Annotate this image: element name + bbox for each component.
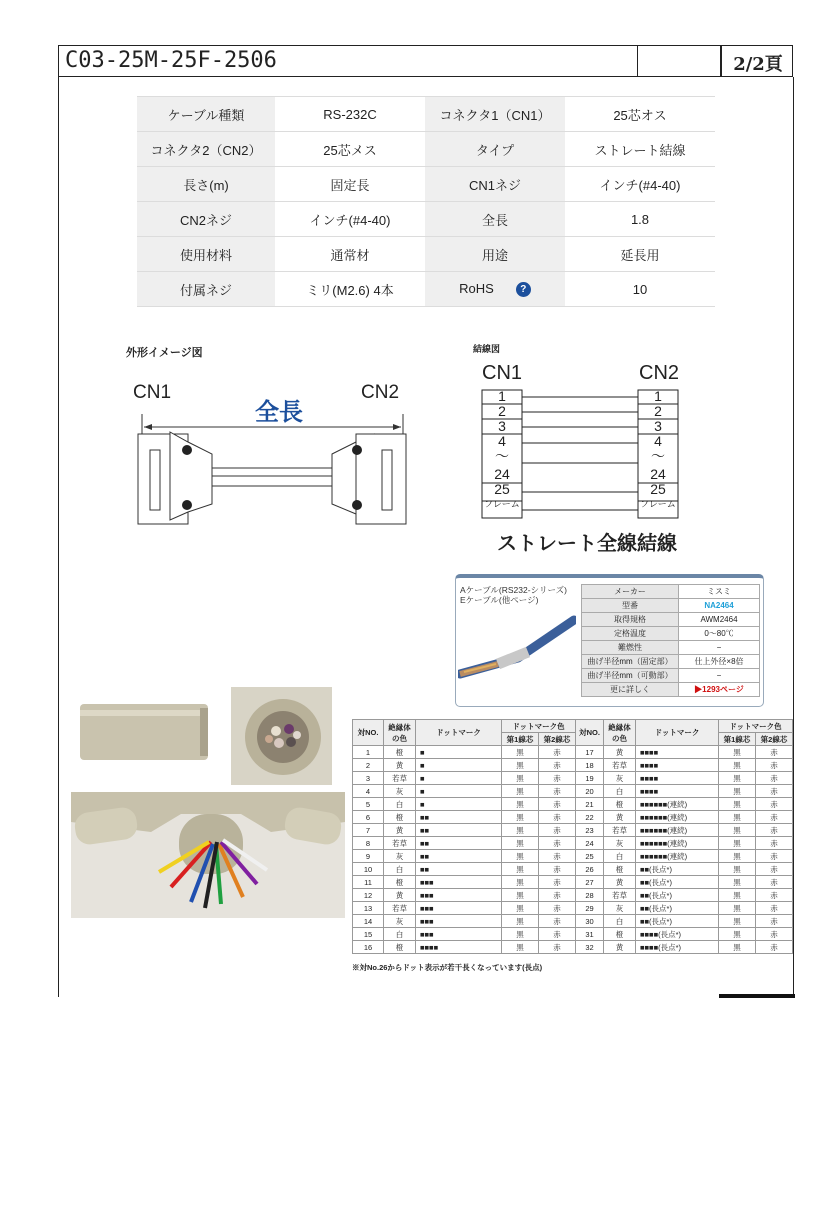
wire-table-cell: 黒 bbox=[719, 837, 756, 850]
wire-table-cell: 黒 bbox=[502, 811, 539, 824]
pin-label: 24 bbox=[650, 466, 666, 482]
cable-side-photo bbox=[80, 698, 216, 770]
wire-table-cell: ■■ bbox=[416, 837, 502, 850]
cable-series-line: Eケーブル(他ページ) bbox=[460, 595, 539, 605]
wire-table-row bbox=[353, 759, 793, 772]
cable-spec-row bbox=[582, 683, 760, 697]
wire-table-cell: 赤 bbox=[539, 863, 576, 876]
wire-table-cell: 黄 bbox=[604, 941, 636, 954]
cable-spec-key: 型番 bbox=[582, 599, 679, 613]
wire-table-cell: ■■ bbox=[416, 850, 502, 863]
spec-value: RS-232C bbox=[275, 97, 425, 132]
wire-table-row bbox=[353, 772, 793, 785]
cable-spec-row bbox=[582, 627, 760, 641]
wire-table-cell: 赤 bbox=[539, 837, 576, 850]
wire-table-cell: 26 bbox=[576, 863, 604, 876]
wire-table-cell: 31 bbox=[576, 928, 604, 941]
wire-table-cell: ■■■■ bbox=[636, 772, 719, 785]
wire-table-cell: 黄 bbox=[604, 811, 636, 824]
wire-table-cell: ■ bbox=[416, 746, 502, 759]
wire-table-cell: 赤 bbox=[539, 785, 576, 798]
wire-table-cell: 白 bbox=[384, 928, 416, 941]
wire-table-cell: 赤 bbox=[756, 772, 793, 785]
spec-row bbox=[137, 272, 715, 307]
wire-table-cell: 若草 bbox=[384, 772, 416, 785]
spec-value: インチ(#4-40) bbox=[275, 202, 425, 237]
wire-table-cell: 赤 bbox=[539, 915, 576, 928]
cable-cross-section-photo bbox=[231, 687, 332, 785]
spec-key: 用途 bbox=[425, 237, 565, 272]
wire-table-cell: 黒 bbox=[719, 902, 756, 915]
spec-value: 固定長 bbox=[275, 167, 425, 202]
wire-table-cell: 25 bbox=[576, 850, 604, 863]
wire-table-cell: 赤 bbox=[539, 876, 576, 889]
wire-table-cell: 赤 bbox=[539, 746, 576, 759]
wire-table-cell: 黒 bbox=[502, 941, 539, 954]
wire-table-cell: 若草 bbox=[384, 837, 416, 850]
wire-table-cell: 9 bbox=[353, 850, 384, 863]
wire-table-cell: 29 bbox=[576, 902, 604, 915]
wire-table-cell: ■■■■ bbox=[636, 746, 719, 759]
wire-table-cell: 32 bbox=[576, 941, 604, 954]
wire-table-cell: 8 bbox=[353, 837, 384, 850]
cable-spec-value: 0〜80℃ bbox=[679, 627, 760, 641]
cable-spec-value: ミスミ bbox=[679, 585, 760, 599]
wire-table-row bbox=[353, 798, 793, 811]
header-pair: 対NO. bbox=[353, 720, 384, 746]
wire-table-cell: 黄 bbox=[384, 889, 416, 902]
wire-table-cell: ■■(長点*) bbox=[636, 889, 719, 902]
wire-table-cell: 黒 bbox=[719, 824, 756, 837]
question-icon[interactable]: ? bbox=[516, 282, 531, 297]
wire-table-cell: 黒 bbox=[719, 876, 756, 889]
wire-table-cell: 黒 bbox=[502, 759, 539, 772]
outline-length-label: 全長 bbox=[255, 399, 303, 426]
cable-spec-value: − bbox=[679, 669, 760, 683]
cable-spec-key: 難燃性 bbox=[582, 641, 679, 655]
wire-table-cell: 黒 bbox=[719, 772, 756, 785]
page-border-bottom-mark bbox=[719, 994, 795, 998]
wire-table-cell: 黒 bbox=[502, 746, 539, 759]
wire-table-cell: 27 bbox=[576, 876, 604, 889]
wire-table-cell: ■■■ bbox=[416, 876, 502, 889]
wire-table-cell: 灰 bbox=[384, 850, 416, 863]
pin-label: 24 bbox=[494, 466, 510, 482]
wire-table-cell: ■■■■(長点*) bbox=[636, 941, 719, 954]
wire-table-cell: 赤 bbox=[756, 785, 793, 798]
pin-label: 25 bbox=[494, 481, 510, 497]
wire-table-cell: 白 bbox=[604, 850, 636, 863]
page-number: 2/2頁 bbox=[733, 54, 783, 75]
wire-table-cell: 23 bbox=[576, 824, 604, 837]
pin-label: 〜 bbox=[495, 448, 509, 464]
wire-table-cell: 黒 bbox=[502, 785, 539, 798]
spec-key: ケーブル種類 bbox=[137, 97, 275, 132]
pin-label: 2 bbox=[498, 403, 506, 419]
wire-table-cell: 黒 bbox=[719, 811, 756, 824]
spec-value: 25芯メス bbox=[275, 132, 425, 167]
spec-key: 使用材料 bbox=[137, 237, 275, 272]
pin-label: 4 bbox=[498, 433, 506, 449]
wire-table-cell: 若草 bbox=[604, 889, 636, 902]
wire-table-cell: ■■(長点*) bbox=[636, 876, 719, 889]
header-color: 絶縁体の色 bbox=[384, 720, 416, 746]
header-core2: 第2線芯 bbox=[539, 733, 576, 746]
wire-table-row bbox=[353, 928, 793, 941]
spec-key: 長さ(m) bbox=[137, 167, 275, 202]
wire-table-cell: 赤 bbox=[539, 850, 576, 863]
spec-value: 延長用 bbox=[565, 237, 715, 272]
wire-table-cell: 灰 bbox=[604, 902, 636, 915]
wire-table-row bbox=[353, 746, 793, 759]
header-dot: ドットマーク bbox=[416, 720, 502, 746]
spec-key: タイプ bbox=[425, 132, 565, 167]
wire-table-cell: 10 bbox=[353, 863, 384, 876]
pin-label: 25 bbox=[650, 481, 666, 497]
spec-value: ストレート結線 bbox=[565, 132, 715, 167]
spec-table bbox=[137, 96, 715, 307]
wire-table-cell: 黒 bbox=[502, 928, 539, 941]
wire-table-cell: 黒 bbox=[502, 915, 539, 928]
wire-table-cell: 白 bbox=[384, 798, 416, 811]
wire-table-cell: 黒 bbox=[719, 928, 756, 941]
wire-table-cell: ■ bbox=[416, 759, 502, 772]
wire-table-cell: ■■ bbox=[416, 863, 502, 876]
spec-row bbox=[137, 132, 715, 167]
header-core1: 第1線芯 bbox=[719, 733, 756, 746]
wire-table-cell: 赤 bbox=[539, 928, 576, 941]
wire-table-cell: 白 bbox=[604, 785, 636, 798]
wire-table-cell: 赤 bbox=[539, 824, 576, 837]
outline-cn2-label: CN2 bbox=[361, 382, 400, 403]
wire-table-note: ※対No.26からドット表示が若干長くなっています(長点) bbox=[352, 963, 543, 972]
wire-table-cell: 16 bbox=[353, 941, 384, 954]
wire-table-row bbox=[353, 941, 793, 954]
spec-key: 全長 bbox=[425, 202, 565, 237]
spec-row bbox=[137, 97, 715, 132]
spec-key: 付属ネジ bbox=[137, 272, 275, 307]
wire-table-cell: 24 bbox=[576, 837, 604, 850]
wire-table-cell: 12 bbox=[353, 889, 384, 902]
wire-table-cell: 黒 bbox=[719, 798, 756, 811]
cable-spec-value: 仕上外径×8倍 bbox=[679, 655, 760, 669]
header-dotcolor: ドットマーク色 bbox=[719, 720, 793, 733]
cable-spec-key: 曲げ半径mm（固定部） bbox=[582, 655, 679, 669]
spec-row bbox=[137, 237, 715, 272]
wire-table-cell: 19 bbox=[576, 772, 604, 785]
wire-table-cell: 黒 bbox=[719, 746, 756, 759]
wire-table-cell: 灰 bbox=[384, 915, 416, 928]
cable-spec-key: 定格温度 bbox=[582, 627, 679, 641]
header-core2: 第2線芯 bbox=[756, 733, 793, 746]
wire-table-cell: 1 bbox=[353, 746, 384, 759]
wire-table-cell: 赤 bbox=[539, 902, 576, 915]
cable-spec-key: 更に詳しく bbox=[582, 683, 679, 697]
wiring-heading: 結線図 bbox=[473, 344, 501, 354]
wire-table-cell: 黒 bbox=[502, 798, 539, 811]
wire-table-cell: 13 bbox=[353, 902, 384, 915]
spec-value: 1.8 bbox=[565, 202, 715, 237]
wire-table-cell: 黒 bbox=[719, 941, 756, 954]
wiring-caption: ストレート全線結線 bbox=[497, 533, 677, 555]
wire-table-cell: 黄 bbox=[384, 759, 416, 772]
spec-key: CN2ネジ bbox=[137, 202, 275, 237]
wire-table-cell: 赤 bbox=[756, 811, 793, 824]
wire-table-cell: 28 bbox=[576, 889, 604, 902]
cable-spec-row bbox=[582, 613, 760, 627]
wire-table-cell: 黒 bbox=[719, 759, 756, 772]
outline-drawing bbox=[120, 372, 420, 532]
spec-key: CN1ネジ bbox=[425, 167, 565, 202]
spec-value: ミリ(M2.6) 4本 bbox=[275, 272, 425, 307]
cable-spec-value: − bbox=[679, 641, 760, 655]
wire-table-cell: 若草 bbox=[604, 759, 636, 772]
wire-table-cell: ■■■■■■(連続) bbox=[636, 837, 719, 850]
wire-table-cell: ■■■ bbox=[416, 928, 502, 941]
wire-table-cell: 黒 bbox=[719, 915, 756, 928]
cable-photo-image bbox=[458, 612, 576, 682]
spec-key: コネクタ2（CN2） bbox=[137, 132, 275, 167]
outline-heading: 外形イメージ図 bbox=[126, 347, 203, 359]
wire-color-table bbox=[352, 719, 793, 954]
wire-table-header bbox=[353, 720, 793, 733]
wire-table-cell: 橙 bbox=[384, 941, 416, 954]
wire-table-cell: 橙 bbox=[384, 811, 416, 824]
wire-table-cell: 黄 bbox=[604, 876, 636, 889]
wire-table-cell: 灰 bbox=[384, 785, 416, 798]
wire-table-cell: 赤 bbox=[539, 772, 576, 785]
cable-series-label bbox=[460, 585, 567, 605]
wire-table-cell: 赤 bbox=[756, 863, 793, 876]
wire-table-cell: 赤 bbox=[756, 941, 793, 954]
spec-row bbox=[137, 202, 715, 237]
wire-table-cell: 黄 bbox=[384, 824, 416, 837]
wire-table-cell: ■■(長点*) bbox=[636, 863, 719, 876]
wire-table-cell: ■■■■■■(連続) bbox=[636, 850, 719, 863]
wire-table-cell: 赤 bbox=[756, 876, 793, 889]
wire-table-cell: 黒 bbox=[719, 785, 756, 798]
wire-table-cell: 21 bbox=[576, 798, 604, 811]
wire-table-cell: 20 bbox=[576, 785, 604, 798]
cable-spec-table bbox=[581, 584, 760, 697]
wire-table-cell: 30 bbox=[576, 915, 604, 928]
wire-table-cell: 4 bbox=[353, 785, 384, 798]
pin-label: フレーム bbox=[484, 499, 520, 509]
wire-table-cell: ■■ bbox=[416, 811, 502, 824]
wire-table-cell: ■■■■ bbox=[636, 759, 719, 772]
pin-label: 3 bbox=[654, 418, 662, 434]
wire-table-cell: 黒 bbox=[502, 837, 539, 850]
header-core1: 第1線芯 bbox=[502, 733, 539, 746]
wire-table-row bbox=[353, 863, 793, 876]
wire-table-cell: 黒 bbox=[502, 902, 539, 915]
header-pair: 対NO. bbox=[576, 720, 604, 746]
wire-table-cell: 黒 bbox=[502, 876, 539, 889]
wire-table-cell: 橙 bbox=[604, 798, 636, 811]
cable-spec-row bbox=[582, 585, 760, 599]
wire-table-cell: 黄 bbox=[604, 746, 636, 759]
cable-series-line: Aケーブル(RS232-シリーズ) bbox=[460, 585, 567, 595]
cable-spec-value: NA2464 bbox=[679, 599, 760, 613]
more-details-link[interactable]: ▶1293ページ bbox=[679, 683, 760, 697]
wire-table-cell: ■■(長点*) bbox=[636, 902, 719, 915]
wire-table-cell: 赤 bbox=[539, 798, 576, 811]
header-divider bbox=[720, 46, 722, 76]
spec-value: 10 bbox=[565, 272, 715, 307]
wire-table-cell: 5 bbox=[353, 798, 384, 811]
wire-table-cell: 赤 bbox=[756, 824, 793, 837]
spec-value: 通常材 bbox=[275, 237, 425, 272]
header-divider bbox=[637, 46, 638, 76]
wire-table-row bbox=[353, 811, 793, 824]
wire-table-cell: 赤 bbox=[756, 746, 793, 759]
wire-table-cell: 11 bbox=[353, 876, 384, 889]
wire-table-cell: 赤 bbox=[756, 915, 793, 928]
wiring-pins-cn2 bbox=[638, 389, 678, 512]
wire-table-cell: ■■■ bbox=[416, 915, 502, 928]
spec-key bbox=[425, 272, 565, 307]
cable-spec-key: 曲げ半径mm（可動部） bbox=[582, 669, 679, 683]
pin-label: 1 bbox=[654, 388, 662, 404]
wire-table-cell: 赤 bbox=[756, 759, 793, 772]
wire-table-row bbox=[353, 915, 793, 928]
pin-label: 2 bbox=[654, 403, 662, 419]
wire-table-row bbox=[353, 837, 793, 850]
wire-table-cell: 黒 bbox=[719, 863, 756, 876]
wire-table-cell: 14 bbox=[353, 915, 384, 928]
pin-label: 1 bbox=[498, 388, 506, 404]
document-title: C03-25M-25F-2506 bbox=[65, 48, 277, 73]
header-color: 絶縁体の色 bbox=[604, 720, 636, 746]
wiring-cn1-label: CN1 bbox=[482, 362, 523, 384]
wire-table-row bbox=[353, 785, 793, 798]
wire-table-cell: 黒 bbox=[719, 850, 756, 863]
pin-label: 4 bbox=[654, 433, 662, 449]
wire-table-cell: 黒 bbox=[719, 889, 756, 902]
wire-table-cell: 赤 bbox=[756, 850, 793, 863]
wire-table-cell: 黒 bbox=[502, 824, 539, 837]
connector-outline-svg bbox=[120, 372, 420, 532]
wire-table-cell: 赤 bbox=[756, 928, 793, 941]
wire-table-row bbox=[353, 889, 793, 902]
page-border-right bbox=[793, 77, 794, 997]
cable-spec-key: メーカー bbox=[582, 585, 679, 599]
wire-table-cell: ■ bbox=[416, 785, 502, 798]
wire-table-cell: 7 bbox=[353, 824, 384, 837]
wire-table-cell: 灰 bbox=[604, 772, 636, 785]
wire-table-cell: 黒 bbox=[502, 850, 539, 863]
wire-table-cell: 赤 bbox=[756, 902, 793, 915]
cable-spec-key: 取得規格 bbox=[582, 613, 679, 627]
wire-table-row bbox=[353, 850, 793, 863]
outline-cn1-label: CN1 bbox=[133, 382, 172, 403]
wire-table-cell: 赤 bbox=[756, 837, 793, 850]
wire-table-cell: 赤 bbox=[539, 889, 576, 902]
wire-table-cell: 橙 bbox=[604, 928, 636, 941]
pin-label: 〜 bbox=[651, 448, 665, 464]
header-dot: ドットマーク bbox=[636, 720, 719, 746]
wire-table-cell: 黒 bbox=[502, 863, 539, 876]
cable-spec-row bbox=[582, 655, 760, 669]
wire-table-cell: ■■■ bbox=[416, 889, 502, 902]
wire-table-row bbox=[353, 876, 793, 889]
wire-table-cell: 15 bbox=[353, 928, 384, 941]
wire-table-cell: 橙 bbox=[384, 746, 416, 759]
wire-table-cell: 黒 bbox=[502, 889, 539, 902]
wire-table-cell: ■■(長点*) bbox=[636, 915, 719, 928]
spec-row bbox=[137, 167, 715, 202]
page-border-left bbox=[58, 77, 59, 997]
wire-table-cell: 白 bbox=[604, 915, 636, 928]
cable-spec-row bbox=[582, 669, 760, 683]
wire-table-row bbox=[353, 824, 793, 837]
wiring-cn2-label: CN2 bbox=[639, 362, 680, 384]
wire-table-cell: 赤 bbox=[539, 759, 576, 772]
header-dotcolor: ドットマーク色 bbox=[502, 720, 576, 733]
wire-table-cell: 3 bbox=[353, 772, 384, 785]
wire-table-cell: 若草 bbox=[384, 902, 416, 915]
wire-table-cell: 赤 bbox=[756, 798, 793, 811]
wire-table-cell: 橙 bbox=[384, 876, 416, 889]
wire-table-cell: 赤 bbox=[756, 889, 793, 902]
wire-table-cell: ■■■■ bbox=[636, 785, 719, 798]
wiring-pins-cn1 bbox=[482, 389, 522, 512]
wire-table-cell: ■ bbox=[416, 772, 502, 785]
wire-table-cell: ■■■■ bbox=[416, 941, 502, 954]
cable-spec-value: AWM2464 bbox=[679, 613, 760, 627]
wire-table-cell: 灰 bbox=[604, 837, 636, 850]
wire-table-cell: 若草 bbox=[604, 824, 636, 837]
wire-table-cell: 橙 bbox=[604, 863, 636, 876]
wire-table-cell: 18 bbox=[576, 759, 604, 772]
cable-spec-row bbox=[582, 641, 760, 655]
connector-wires-photo bbox=[71, 792, 345, 918]
wire-table-cell: 6 bbox=[353, 811, 384, 824]
wire-table-cell: 17 bbox=[576, 746, 604, 759]
wire-table-cell: ■ bbox=[416, 798, 502, 811]
pin-label: 3 bbox=[498, 418, 506, 434]
spec-value: インチ(#4-40) bbox=[565, 167, 715, 202]
wire-table-cell: 赤 bbox=[539, 811, 576, 824]
spec-value: 25芯オス bbox=[565, 97, 715, 132]
wire-table-cell: 黒 bbox=[502, 772, 539, 785]
pin-label: フレーム bbox=[640, 499, 676, 509]
wire-table-cell: ■■■■■■(連続) bbox=[636, 824, 719, 837]
rohs-label: RoHS bbox=[459, 280, 494, 296]
wire-table-cell: 2 bbox=[353, 759, 384, 772]
wire-table-cell: ■■■■■■(連続) bbox=[636, 811, 719, 824]
document-header bbox=[58, 45, 793, 77]
wire-table-cell: ■■ bbox=[416, 824, 502, 837]
wire-table-cell: 22 bbox=[576, 811, 604, 824]
wire-table-cell: ■■■■(長点*) bbox=[636, 928, 719, 941]
wire-table-cell: ■■■ bbox=[416, 902, 502, 915]
wire-table-row bbox=[353, 902, 793, 915]
spec-key: コネクタ1（CN1） bbox=[425, 97, 565, 132]
wire-table-cell: 白 bbox=[384, 863, 416, 876]
wire-table-cell: 赤 bbox=[539, 941, 576, 954]
wire-table-cell: ■■■■■■(連続) bbox=[636, 798, 719, 811]
cable-spec-row bbox=[582, 599, 760, 613]
